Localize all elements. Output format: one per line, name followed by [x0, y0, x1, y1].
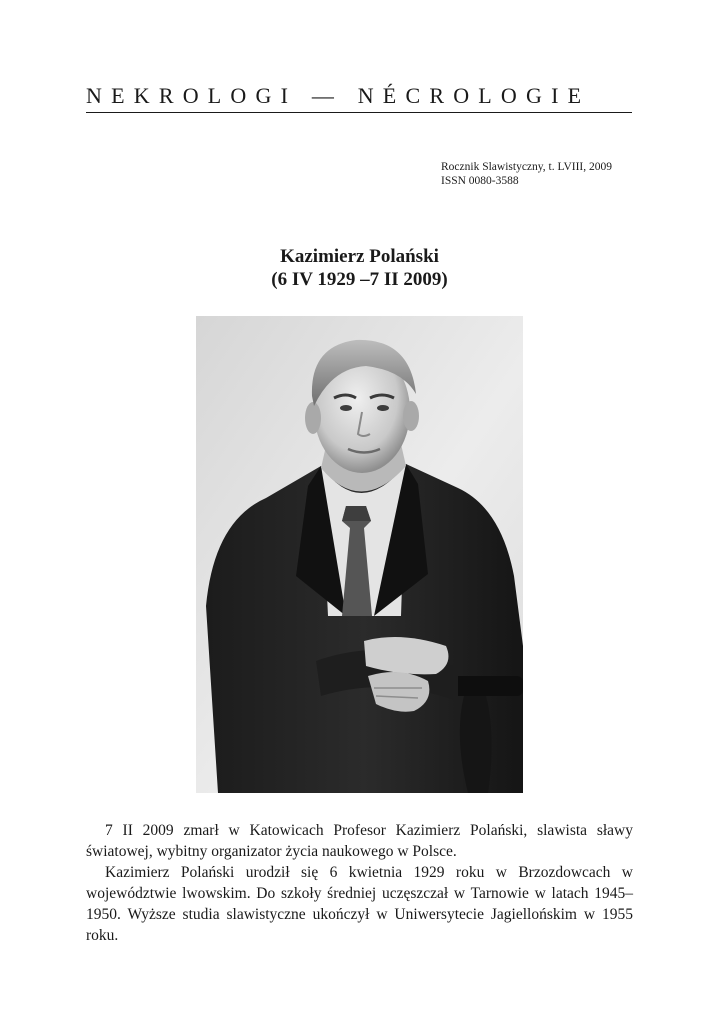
journal-meta: [441, 160, 612, 188]
body-paragraph-1: 7 II 2009 zmarł w Katowicach Profesor Kazimierz Polański, slawista sławy światowej, wybitny organizator życia naukowego w Polsce.: [86, 822, 633, 860]
portrait-photo: [196, 316, 523, 793]
article-title: Kazimierz Polański: [280, 246, 439, 267]
header-rule: [86, 112, 632, 113]
journal-citation: Rocznik Slawistyczny, t. LVIII, 2009: [441, 161, 612, 173]
journal-issn: ISSN 0080-3588: [441, 175, 519, 187]
article-body: [86, 820, 633, 946]
body-paragraph-2: Kazimierz Polański urodził się 6 kwietnia 1929 roku w Brzozdowcach w województwie lwowskim. Do szkoły średniej uczęszczał w Tarnowie w latach 1945–1950. Wyższe studia slawistyczne ukończył w Uniwersytecie Jagiellońskim w 1955 roku.: [86, 864, 633, 944]
section-header: NEKROLOGI — NÉCROLOGIE: [86, 83, 591, 108]
article-title-block: [0, 245, 719, 291]
article-dates: (6 IV 1929 –7 II 2009): [271, 269, 448, 290]
